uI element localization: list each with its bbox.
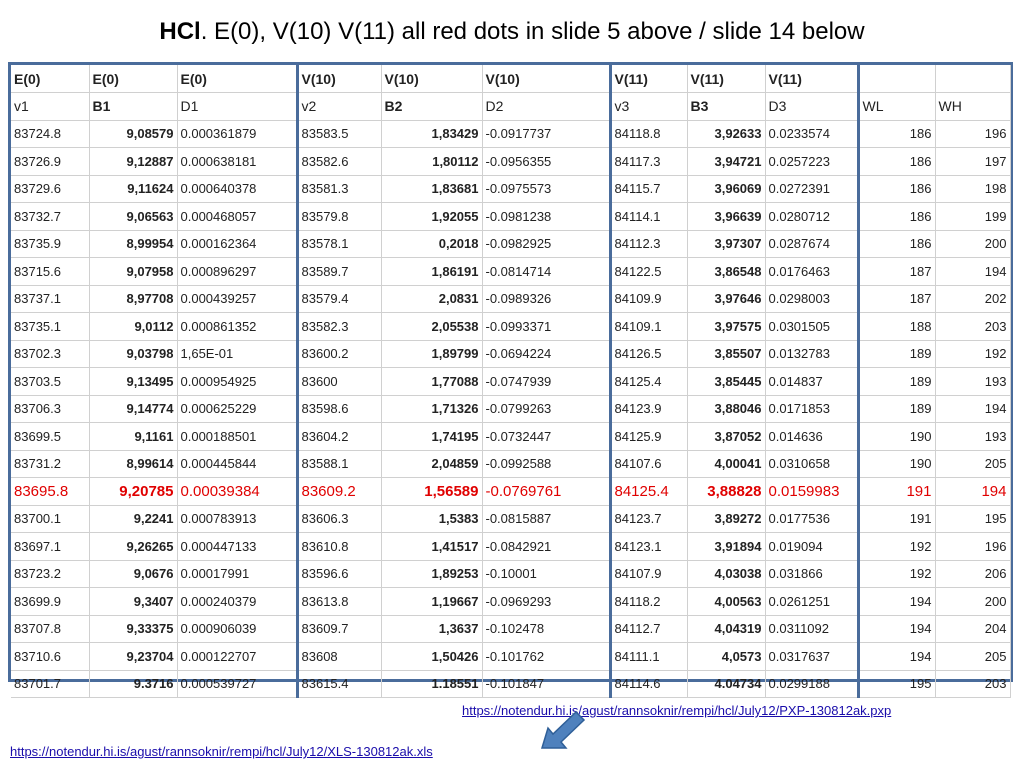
table-cell: -0.0956355 xyxy=(482,148,610,176)
table-cell: 3,85507 xyxy=(687,340,765,368)
table-cell: WH xyxy=(935,93,1010,121)
table-cell: 83600 xyxy=(297,368,381,396)
table-cell: 0.000240379 xyxy=(177,588,297,616)
table-cell: 9,08579 xyxy=(89,120,177,148)
table-cell: D1 xyxy=(177,93,297,121)
table-cell: 9,07958 xyxy=(89,258,177,286)
table-cell: -0.0975573 xyxy=(482,175,610,203)
table-cell: 0.0159983 xyxy=(765,478,858,506)
table-cell: -0.0982925 xyxy=(482,230,610,258)
table-cell: 3,87052 xyxy=(687,423,765,451)
table-cell: 83609.7 xyxy=(297,615,381,643)
table-cell: 84123.7 xyxy=(610,505,687,533)
table-cell: 0.0171853 xyxy=(765,395,858,423)
table-cell: 194 xyxy=(858,643,935,671)
table-cell: 0.000122707 xyxy=(177,643,297,671)
table-cell: 0.0177536 xyxy=(765,505,858,533)
table-cell: 83697.1 xyxy=(11,533,89,561)
table-cell: 0.000445844 xyxy=(177,450,297,478)
table-row xyxy=(11,450,1010,478)
table-cell: -0.0992588 xyxy=(482,450,610,478)
table-cell: -0.0732447 xyxy=(482,423,610,451)
table-cell: 3,88828 xyxy=(687,478,765,506)
table-cell: 4,03038 xyxy=(687,560,765,588)
table-cell: 83589.7 xyxy=(297,258,381,286)
table-cell: 0.000447133 xyxy=(177,533,297,561)
table-cell: 1,86191 xyxy=(381,258,482,286)
table-cell: -0.0799263 xyxy=(482,395,610,423)
table-cell: v2 xyxy=(297,93,381,121)
table-cell: 9,2241 xyxy=(89,505,177,533)
table-cell: 84114.1 xyxy=(610,203,687,231)
table-cell: 198 xyxy=(935,175,1010,203)
table-cell: 195 xyxy=(858,670,935,698)
table-cell: 83700.1 xyxy=(11,505,89,533)
table-cell: 0.0132783 xyxy=(765,340,858,368)
table-cell: 2,04859 xyxy=(381,450,482,478)
table-cell: 4,04319 xyxy=(687,615,765,643)
table-cell: 83706.3 xyxy=(11,395,89,423)
table-cell: 196 xyxy=(935,120,1010,148)
table-cell: 83723.2 xyxy=(11,560,89,588)
table-row xyxy=(11,423,1010,451)
table-cell: 189 xyxy=(858,368,935,396)
table-cell: 3,86548 xyxy=(687,258,765,286)
table-cell: 0.000906039 xyxy=(177,615,297,643)
table-cell: 83726.9 xyxy=(11,148,89,176)
table-cell: 83701.7 xyxy=(11,670,89,698)
table-cell: v3 xyxy=(610,93,687,121)
table-cell: -0.0694224 xyxy=(482,340,610,368)
table-row xyxy=(11,175,1010,203)
table-cell: 193 xyxy=(935,423,1010,451)
table-row xyxy=(11,643,1010,671)
table-cell: 186 xyxy=(858,120,935,148)
table-row xyxy=(11,478,1010,506)
table-cell: 83581.3 xyxy=(297,175,381,203)
table-cell: 3,85445 xyxy=(687,368,765,396)
table-cell: 83707.8 xyxy=(11,615,89,643)
table-cell: 0.0311092 xyxy=(765,615,858,643)
table-cell: 190 xyxy=(858,423,935,451)
table-cell: 4,00041 xyxy=(687,450,765,478)
table-cell: 4.04734 xyxy=(687,670,765,698)
table-cell: 0.0257223 xyxy=(765,148,858,176)
table-cell: 0.014636 xyxy=(765,423,858,451)
table-cell: 83604.2 xyxy=(297,423,381,451)
table-cell: 4,0573 xyxy=(687,643,765,671)
table-cell: 83583.5 xyxy=(297,120,381,148)
table-cell: 83600.2 xyxy=(297,340,381,368)
table-cell: 3,91894 xyxy=(687,533,765,561)
table-cell: 84112.7 xyxy=(610,615,687,643)
table-cell: 4,00563 xyxy=(687,588,765,616)
table-cell: 203 xyxy=(935,313,1010,341)
table-cell: 84115.7 xyxy=(610,175,687,203)
table-cell: 9,20785 xyxy=(89,478,177,506)
table-cell: 0.000361879 xyxy=(177,120,297,148)
table-cell: 1,77088 xyxy=(381,368,482,396)
table-cell: B2 xyxy=(381,93,482,121)
table-cell: 83710.6 xyxy=(11,643,89,671)
table-cell: 0.00017991 xyxy=(177,560,297,588)
table-cell: 188 xyxy=(858,313,935,341)
table-row xyxy=(11,285,1010,313)
table-cell: 191 xyxy=(858,478,935,506)
table-cell: 187 xyxy=(858,285,935,313)
table-cell: 0.000783913 xyxy=(177,505,297,533)
table-row xyxy=(11,533,1010,561)
table-cell: 9,23704 xyxy=(89,643,177,671)
table-row xyxy=(11,368,1010,396)
table-row xyxy=(11,588,1010,616)
table-row xyxy=(11,670,1010,698)
table-cell: 83735.1 xyxy=(11,313,89,341)
table-cell: 0.000625229 xyxy=(177,395,297,423)
table-cell: 84126.5 xyxy=(610,340,687,368)
table-cell: 0.0280712 xyxy=(765,203,858,231)
table-cell: 8,97708 xyxy=(89,285,177,313)
table-cell: V(10) xyxy=(381,65,482,93)
table-cell: 84117.3 xyxy=(610,148,687,176)
table-cell: 1,19667 xyxy=(381,588,482,616)
table-cell: -0.0747939 xyxy=(482,368,610,396)
table-cell: E(0) xyxy=(11,65,89,93)
table-cell: 186 xyxy=(858,230,935,258)
table-cell: 194 xyxy=(935,478,1010,506)
table-cell: 186 xyxy=(858,148,935,176)
table-cell: WL xyxy=(858,93,935,121)
table-cell: 0.000954925 xyxy=(177,368,297,396)
table-cell: 197 xyxy=(935,148,1010,176)
table-cell: 83609.2 xyxy=(297,478,381,506)
table-cell: 190 xyxy=(858,450,935,478)
table-cell: 83579.4 xyxy=(297,285,381,313)
table-cell: 0.0299188 xyxy=(765,670,858,698)
slide-title xyxy=(0,18,1024,46)
table-cell: 83703.5 xyxy=(11,368,89,396)
table-cell: 0.0176463 xyxy=(765,258,858,286)
table-cell: 83598.6 xyxy=(297,395,381,423)
table-cell: 189 xyxy=(858,340,935,368)
table-cell: 83724.8 xyxy=(11,120,89,148)
table-cell: 83699.9 xyxy=(11,588,89,616)
table-cell: 83737.1 xyxy=(11,285,89,313)
table-cell: 1,71326 xyxy=(381,395,482,423)
table-row xyxy=(11,120,1010,148)
table-cell: 206 xyxy=(935,560,1010,588)
table-cell: 196 xyxy=(935,533,1010,561)
table-cell: 9,03798 xyxy=(89,340,177,368)
table-cell: 84109.1 xyxy=(610,313,687,341)
table-cell: 8,99954 xyxy=(89,230,177,258)
table-cell: E(0) xyxy=(89,65,177,93)
table-cell: 200 xyxy=(935,588,1010,616)
table-cell: 84123.9 xyxy=(610,395,687,423)
table-cell: 3,97646 xyxy=(687,285,765,313)
table-cell: 83715.6 xyxy=(11,258,89,286)
table-cell: 192 xyxy=(858,533,935,561)
table-cell: 0.0272391 xyxy=(765,175,858,203)
table-cell: 3,97307 xyxy=(687,230,765,258)
table-cell: 83695.8 xyxy=(11,478,89,506)
table-cell: 83699.5 xyxy=(11,423,89,451)
table-cell: 83613.8 xyxy=(297,588,381,616)
table-cell: 205 xyxy=(935,450,1010,478)
table-cell: D2 xyxy=(482,93,610,121)
table-cell: 0.000896297 xyxy=(177,258,297,286)
table-cell: 194 xyxy=(858,588,935,616)
table-cell: 1,56589 xyxy=(381,478,482,506)
table-cell: 83735.9 xyxy=(11,230,89,258)
table-cell: 83608 xyxy=(297,643,381,671)
table-cell: 3,96069 xyxy=(687,175,765,203)
data-grid xyxy=(11,65,1011,698)
table-cell: 83578.1 xyxy=(297,230,381,258)
table-cell: 1,3637 xyxy=(381,615,482,643)
header-row xyxy=(11,65,1010,93)
table-cell: 9,0112 xyxy=(89,313,177,341)
table-cell: 194 xyxy=(935,395,1010,423)
table-cell: 1,92055 xyxy=(381,203,482,231)
table-cell: 204 xyxy=(935,615,1010,643)
table-cell: 192 xyxy=(935,340,1010,368)
table-cell: 83606.3 xyxy=(297,505,381,533)
table-cell: 0,2018 xyxy=(381,230,482,258)
table-cell: 84111.1 xyxy=(610,643,687,671)
table-cell: 84122.5 xyxy=(610,258,687,286)
table-cell: V(11) xyxy=(610,65,687,93)
table-cell: 2,05538 xyxy=(381,313,482,341)
table-cell: 1,83681 xyxy=(381,175,482,203)
table-cell: 84107.9 xyxy=(610,560,687,588)
table-cell: -0.0981238 xyxy=(482,203,610,231)
table-cell: 1,74195 xyxy=(381,423,482,451)
table-cell: 194 xyxy=(935,258,1010,286)
table-cell: 2,0831 xyxy=(381,285,482,313)
table-cell: V(10) xyxy=(297,65,381,93)
table-cell: 83582.3 xyxy=(297,313,381,341)
table-cell: 1,89799 xyxy=(381,340,482,368)
xls-link[interactable]: https://notendur.hi.is/agust/rannsoknir/rempi/hcl/July12/XLS-130812ak.xls xyxy=(10,744,433,759)
title-rest: . E(0), V(10) V(11) all red dots in slide 5 above / slide 14 below xyxy=(200,18,865,45)
arrow-left-icon xyxy=(538,708,588,756)
table-cell: 0.0301505 xyxy=(765,313,858,341)
table-cell: -0.0917737 xyxy=(482,120,610,148)
table-cell: E(0) xyxy=(177,65,297,93)
table-cell: 83610.8 xyxy=(297,533,381,561)
table-cell xyxy=(858,65,935,93)
table-cell: 83731.2 xyxy=(11,450,89,478)
table-cell: 0.0298003 xyxy=(765,285,858,313)
table-row xyxy=(11,230,1010,258)
table-row xyxy=(11,395,1010,423)
table-cell: -0.101762 xyxy=(482,643,610,671)
table-cell: 186 xyxy=(858,175,935,203)
table-cell: 84114.6 xyxy=(610,670,687,698)
table-cell: 0.000539727 xyxy=(177,670,297,698)
table-cell: 193 xyxy=(935,368,1010,396)
table-cell: 83702.3 xyxy=(11,340,89,368)
table-cell: 0.000188501 xyxy=(177,423,297,451)
table-cell: 1,50426 xyxy=(381,643,482,671)
table-cell: 3,92633 xyxy=(687,120,765,148)
table-row xyxy=(11,615,1010,643)
table-cell: 1,80112 xyxy=(381,148,482,176)
data-table xyxy=(8,62,1013,692)
table-cell: -0.0769761 xyxy=(482,478,610,506)
table-cell: -0.0842921 xyxy=(482,533,610,561)
table-cell: 9,12887 xyxy=(89,148,177,176)
table-cell: 0.000439257 xyxy=(177,285,297,313)
table-cell: 83615.4 xyxy=(297,670,381,698)
table-cell: 83732.7 xyxy=(11,203,89,231)
table-cell: 187 xyxy=(858,258,935,286)
table-cell: 0.00039384 xyxy=(177,478,297,506)
table-cell: 191 xyxy=(858,505,935,533)
table-cell: D3 xyxy=(765,93,858,121)
table-cell: -0.0993371 xyxy=(482,313,610,341)
table-cell: V(10) xyxy=(482,65,610,93)
table-cell: 1,89253 xyxy=(381,560,482,588)
table-cell: 0.0261251 xyxy=(765,588,858,616)
table-cell: 0.000861352 xyxy=(177,313,297,341)
table-cell: 83729.6 xyxy=(11,175,89,203)
table-row xyxy=(11,148,1010,176)
table-cell: 84125.4 xyxy=(610,368,687,396)
table-cell: -0.0815887 xyxy=(482,505,610,533)
table-cell: 83588.1 xyxy=(297,450,381,478)
table-cell: 0.000638181 xyxy=(177,148,297,176)
table-cell: 205 xyxy=(935,643,1010,671)
table-cell: -0.0989326 xyxy=(482,285,610,313)
table-row xyxy=(11,313,1010,341)
table-cell: 9,33375 xyxy=(89,615,177,643)
table-cell: 0.000162364 xyxy=(177,230,297,258)
table-cell: 83596.6 xyxy=(297,560,381,588)
table-cell: 3,96639 xyxy=(687,203,765,231)
table-cell: 84107.6 xyxy=(610,450,687,478)
table-cell: 1,41517 xyxy=(381,533,482,561)
table-row xyxy=(11,560,1010,588)
table-cell: 84123.1 xyxy=(610,533,687,561)
table-cell: 0.019094 xyxy=(765,533,858,561)
table-cell: 200 xyxy=(935,230,1010,258)
table-cell: 195 xyxy=(935,505,1010,533)
table-cell: 0.014837 xyxy=(765,368,858,396)
table-cell: v1 xyxy=(11,93,89,121)
table-cell: 3,97575 xyxy=(687,313,765,341)
table-cell: 9,06563 xyxy=(89,203,177,231)
header-row xyxy=(11,93,1010,121)
table-cell: 84125.4 xyxy=(610,478,687,506)
table-cell xyxy=(935,65,1010,93)
pxp-link[interactable]: https://notendur.hi.is/agust/rannsoknir/rempi/hcl/July12/PXP-130812ak.pxp xyxy=(462,703,892,718)
table-cell: B3 xyxy=(687,93,765,121)
table-cell: 9,13495 xyxy=(89,368,177,396)
table-cell: 0.000640378 xyxy=(177,175,297,203)
table-cell: V(11) xyxy=(687,65,765,93)
table-cell: 1.18551 xyxy=(381,670,482,698)
table-cell: -0.102478 xyxy=(482,615,610,643)
table-cell: -0.10001 xyxy=(482,560,610,588)
table-cell: 9.3716 xyxy=(89,670,177,698)
table-cell: 83582.6 xyxy=(297,148,381,176)
table-cell: 9,26265 xyxy=(89,533,177,561)
table-cell: 9,3407 xyxy=(89,588,177,616)
table-cell: 0.0287674 xyxy=(765,230,858,258)
table-cell: 1,65E-01 xyxy=(177,340,297,368)
table-cell: 0.0233574 xyxy=(765,120,858,148)
table-cell: 84118.2 xyxy=(610,588,687,616)
table-cell: -0.0814714 xyxy=(482,258,610,286)
table-cell: 0.000468057 xyxy=(177,203,297,231)
table-cell: 9,14774 xyxy=(89,395,177,423)
table-cell: -0.0969293 xyxy=(482,588,610,616)
table-cell: 186 xyxy=(858,203,935,231)
table-cell: 9,11624 xyxy=(89,175,177,203)
table-cell: 0.031866 xyxy=(765,560,858,588)
table-cell: 1,5383 xyxy=(381,505,482,533)
table-cell: -0.101847 xyxy=(482,670,610,698)
table-cell: 9,1161 xyxy=(89,423,177,451)
table-cell: 83579.8 xyxy=(297,203,381,231)
table-cell: 84109.9 xyxy=(610,285,687,313)
table-cell: 84112.3 xyxy=(610,230,687,258)
table-cell: 0.0317637 xyxy=(765,643,858,671)
table-cell: 202 xyxy=(935,285,1010,313)
table-cell: B1 xyxy=(89,93,177,121)
table-cell: 199 xyxy=(935,203,1010,231)
table-cell: 192 xyxy=(858,560,935,588)
table-cell: 203 xyxy=(935,670,1010,698)
table-cell: 8,99614 xyxy=(89,450,177,478)
table-row xyxy=(11,258,1010,286)
table-cell: 194 xyxy=(858,615,935,643)
table-cell: 1,83429 xyxy=(381,120,482,148)
table-cell: 0.0310658 xyxy=(765,450,858,478)
table-cell: V(11) xyxy=(765,65,858,93)
table-cell: 3,94721 xyxy=(687,148,765,176)
table-cell: 3,88046 xyxy=(687,395,765,423)
table-row xyxy=(11,505,1010,533)
table-cell: 84125.9 xyxy=(610,423,687,451)
table-cell: 3,89272 xyxy=(687,505,765,533)
title-bold: HCl xyxy=(159,18,201,45)
table-cell: 189 xyxy=(858,395,935,423)
table-cell: 84118.8 xyxy=(610,120,687,148)
table-row xyxy=(11,340,1010,368)
table-row xyxy=(11,203,1010,231)
table-cell: 9,0676 xyxy=(89,560,177,588)
